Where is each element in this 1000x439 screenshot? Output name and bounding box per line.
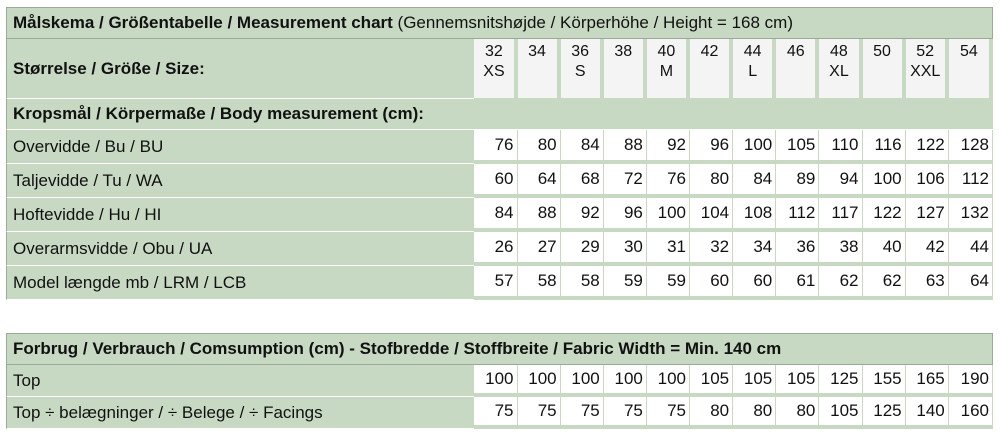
measurement-value: 84 — [733, 164, 776, 198]
measurement-value: 92 — [561, 198, 604, 232]
consumption-value: 190 — [949, 365, 993, 397]
measurement-title-row — [6, 7, 993, 39]
measurement-value: 94 — [819, 164, 862, 198]
measurement-value: 44 — [949, 232, 993, 266]
size-number: 44 — [743, 43, 762, 60]
measurement-value: 128 — [949, 130, 993, 164]
measurement-row — [6, 130, 993, 164]
consumption-value: 125 — [819, 365, 862, 397]
size-letter: M — [659, 63, 674, 80]
consumption-value: 75 — [518, 397, 561, 429]
size-number: 52 — [916, 43, 935, 60]
measurement-row-label: Overarmsvidde / Obu / UA — [6, 232, 474, 266]
measurement-value: 64 — [518, 164, 561, 198]
size-number: 34 — [528, 43, 546, 60]
measurement-value: 61 — [776, 266, 819, 300]
measurement-value: 62 — [819, 266, 862, 300]
consumption-value: 75 — [604, 397, 647, 429]
measurement-value: 60 — [474, 164, 517, 198]
measurement-row-label: Hoftevidde / Hu / HI — [6, 198, 474, 232]
measurement-row — [6, 164, 993, 198]
size-letter: S — [574, 63, 586, 80]
consumption-table — [6, 333, 993, 429]
consumption-value: 125 — [863, 397, 906, 429]
measurement-value: 60 — [690, 266, 733, 300]
measurement-title-bold: Målskema / Größentabelle / Measurement chart — [13, 13, 393, 32]
measurement-title — [6, 7, 993, 39]
measurement-value: 108 — [733, 198, 776, 232]
consumption-value: 100 — [518, 365, 561, 397]
size-cell — [819, 39, 862, 99]
body-measurement-section-row — [6, 99, 993, 130]
measurement-value: 59 — [604, 266, 647, 300]
consumption-value: 105 — [776, 365, 819, 397]
measurement-value: 96 — [604, 198, 647, 232]
size-letter: XS — [483, 63, 505, 80]
measurement-value: 76 — [647, 164, 690, 198]
measurement-value: 112 — [949, 164, 993, 198]
measurement-table — [6, 7, 993, 300]
size-number: 46 — [786, 43, 805, 60]
measurement-value: 42 — [906, 232, 949, 266]
consumption-value: 75 — [561, 397, 604, 429]
measurement-row — [6, 266, 993, 300]
measurement-row-label: Taljevidde / Tu / WA — [6, 164, 474, 198]
measurement-value: 116 — [863, 130, 906, 164]
consumption-value: 140 — [906, 397, 949, 429]
measurement-value: 96 — [690, 130, 733, 164]
measurement-value: 30 — [604, 232, 647, 266]
measurement-value: 62 — [863, 266, 906, 300]
measurement-title-rest: (Gennemsnitshøjde / Körperhöhe / Height = 168 cm) — [392, 13, 793, 32]
measurement-value: 80 — [518, 130, 561, 164]
measurement-value: 127 — [906, 198, 949, 232]
size-letter: XL — [829, 63, 849, 80]
measurement-value: 88 — [518, 198, 561, 232]
consumption-value: 75 — [474, 397, 517, 429]
consumption-row-label: Top ÷ belægninger / ÷ Belege / ÷ Facings — [6, 397, 474, 429]
measurement-value: 106 — [906, 164, 949, 198]
measurement-value: 110 — [819, 130, 862, 164]
consumption-value: 155 — [863, 365, 906, 397]
consumption-value: 80 — [733, 397, 776, 429]
measurement-value: 112 — [776, 198, 819, 232]
consumption-title-row — [6, 333, 993, 365]
measurement-value: 100 — [733, 130, 776, 164]
measurement-value: 63 — [906, 266, 949, 300]
size-cell — [474, 39, 517, 99]
size-cell — [863, 39, 906, 99]
measurement-row — [6, 198, 993, 232]
size-number: 36 — [571, 43, 590, 60]
measurement-value: 88 — [604, 130, 647, 164]
measurement-value: 34 — [733, 232, 776, 266]
size-number: 38 — [614, 43, 633, 60]
size-cell — [733, 39, 776, 99]
consumption-value: 100 — [647, 365, 690, 397]
size-cell — [776, 39, 819, 99]
measurement-value: 117 — [819, 198, 862, 232]
measurement-value: 89 — [776, 164, 819, 198]
consumption-value: 105 — [819, 397, 862, 429]
size-cell — [949, 39, 993, 99]
consumption-value: 80 — [690, 397, 733, 429]
measurement-row-label: Overvidde / Bu / BU — [6, 130, 474, 164]
measurement-value: 58 — [518, 266, 561, 300]
size-cell — [906, 39, 949, 99]
measurement-value: 80 — [690, 164, 733, 198]
consumption-value: 160 — [949, 397, 993, 429]
size-number: 48 — [830, 43, 848, 60]
consumption-value: 100 — [474, 365, 517, 397]
consumption-row-label: Top — [6, 365, 474, 397]
measurement-value: 57 — [474, 266, 517, 300]
measurement-value: 59 — [647, 266, 690, 300]
consumption-title: Forbrug / Verbrauch / Comsumption (cm) - Stofbredde / Stoffbreite / Fabric Width = Min. 140 cm — [6, 333, 993, 365]
measurement-row — [6, 232, 993, 266]
measurement-value: 122 — [906, 130, 949, 164]
size-cell — [604, 39, 647, 99]
measurement-value: 72 — [604, 164, 647, 198]
consumption-row — [6, 397, 993, 429]
size-cell — [647, 39, 690, 99]
size-row — [6, 39, 993, 99]
size-label: Størrelse / Größe / Size: — [6, 39, 474, 99]
measurement-value: 40 — [863, 232, 906, 266]
size-cell — [518, 39, 561, 99]
size-number: 50 — [873, 43, 891, 60]
consumption-value: 100 — [561, 365, 604, 397]
size-cell — [561, 39, 604, 99]
size-number: 40 — [657, 43, 676, 60]
measurement-value: 84 — [561, 130, 604, 164]
measurement-value: 32 — [690, 232, 733, 266]
measurement-value: 38 — [819, 232, 862, 266]
measurement-value: 105 — [776, 130, 819, 164]
consumption-value: 165 — [906, 365, 949, 397]
consumption-value: 75 — [647, 397, 690, 429]
measurement-value: 27 — [518, 232, 561, 266]
measurement-value: 29 — [561, 232, 604, 266]
measurement-row-label: Model længde mb / LRM / LCB — [6, 266, 474, 300]
size-letter: XXL — [910, 63, 941, 80]
measurement-value: 68 — [561, 164, 604, 198]
measurement-value: 76 — [474, 130, 517, 164]
consumption-value: 105 — [733, 365, 776, 397]
measurement-value: 31 — [647, 232, 690, 266]
measurement-value: 100 — [647, 198, 690, 232]
measurement-value: 122 — [863, 198, 906, 232]
size-number: 42 — [700, 43, 719, 60]
measurement-value: 100 — [863, 164, 906, 198]
size-number: 32 — [485, 43, 503, 60]
consumption-value: 100 — [604, 365, 647, 397]
consumption-value: 105 — [690, 365, 733, 397]
size-number: 54 — [959, 43, 978, 60]
consumption-value: 80 — [776, 397, 819, 429]
measurement-value: 26 — [474, 232, 517, 266]
measurement-value: 104 — [690, 198, 733, 232]
consumption-row — [6, 365, 993, 397]
measurement-value: 132 — [949, 198, 993, 232]
measurement-value: 36 — [776, 232, 819, 266]
measurement-value: 60 — [733, 266, 776, 300]
measurement-value: 58 — [561, 266, 604, 300]
measurement-value: 92 — [647, 130, 690, 164]
size-letter: L — [748, 63, 758, 80]
body-measurement-section-label: Kropsmål / Körpermaße / Body measurement (cm): — [6, 99, 993, 130]
size-cell — [690, 39, 733, 99]
measurement-value: 84 — [474, 198, 517, 232]
measurement-value: 64 — [949, 266, 993, 300]
